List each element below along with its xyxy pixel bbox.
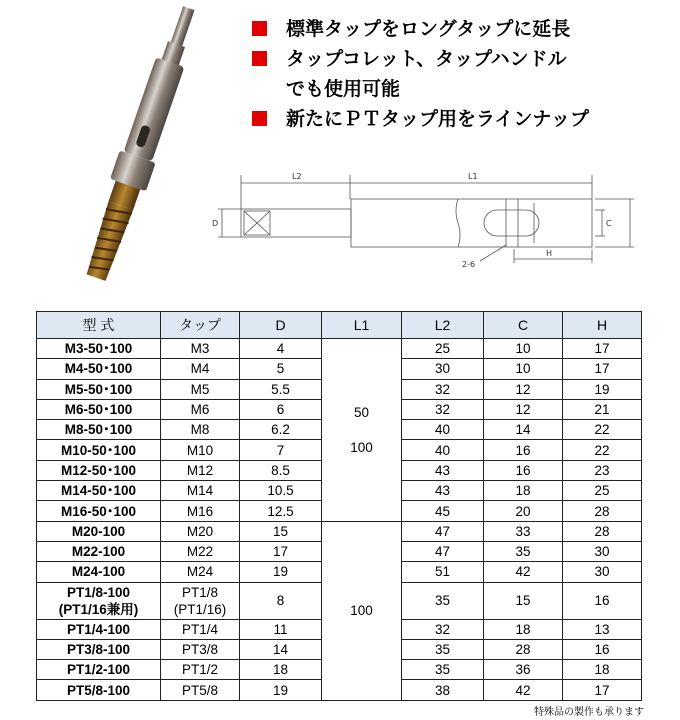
- cell-tap: [161, 582, 240, 619]
- cell-model: PT1/2-100: [37, 660, 161, 680]
- cell-h: 28: [563, 501, 642, 521]
- cell-c: 18: [484, 481, 563, 501]
- cell-model: M14-50･100: [37, 481, 161, 501]
- cell-c: 28: [484, 639, 563, 659]
- col-header-model: 型 式: [37, 312, 161, 339]
- cell-model: M4-50･100: [37, 359, 161, 379]
- cell-c: 16: [484, 440, 563, 460]
- cell-h: 30: [563, 541, 642, 561]
- cell-l2: 43: [402, 481, 484, 501]
- cell-h: 28: [563, 521, 642, 541]
- model-line: PT1/8-100: [66, 584, 131, 600]
- cell-l2: 32: [402, 379, 484, 399]
- dim-label-d: D: [212, 219, 219, 228]
- cell-d: 4: [240, 339, 322, 359]
- cell-tap: M20: [161, 521, 240, 541]
- cell-d: 8.5: [240, 460, 322, 480]
- cell-d: 10.5: [240, 481, 322, 501]
- cell-d: 11: [240, 619, 322, 639]
- cell-d: 5: [240, 359, 322, 379]
- col-header-h: H: [563, 312, 642, 339]
- cell-l2: 32: [402, 399, 484, 419]
- cell-tap: M10: [161, 440, 240, 460]
- cell-tap: PT1/2: [161, 660, 240, 680]
- dim-label-c: C: [606, 219, 612, 228]
- cell-d: 12.5: [240, 501, 322, 521]
- cell-d: 19: [240, 562, 322, 582]
- col-header-d: D: [240, 312, 322, 339]
- cell-c: 18: [484, 619, 563, 639]
- feature-item: [252, 14, 677, 44]
- cell-model: M10-50･100: [37, 440, 161, 460]
- cell-c: 42: [484, 680, 563, 700]
- cell-model: PT3/8-100: [37, 639, 161, 659]
- cell-l2: 40: [402, 420, 484, 440]
- cell-c: 12: [484, 399, 563, 419]
- cell-tap: M12: [161, 460, 240, 480]
- cell-l2: 51: [402, 562, 484, 582]
- dim-label-l1: L1: [468, 172, 478, 181]
- cell-model: PT1/4-100: [37, 619, 161, 639]
- cell-l2: 45: [402, 501, 484, 521]
- cell-model: M5-50･100: [37, 379, 161, 399]
- cell-h: 19: [563, 379, 642, 399]
- cell-d: 6: [240, 399, 322, 419]
- col-header-l1: L1: [322, 312, 402, 339]
- cell-c: 42: [484, 562, 563, 582]
- cell-tap: M4: [161, 359, 240, 379]
- cell-tap: M6: [161, 399, 240, 419]
- col-header-tap: タップ: [161, 312, 240, 339]
- cell-d: 17: [240, 541, 322, 561]
- cell-d: 19: [240, 680, 322, 700]
- table-row: [37, 521, 642, 541]
- cell-model: M6-50･100: [37, 399, 161, 419]
- cell-d: 6.2: [240, 420, 322, 440]
- cell-c: 14: [484, 420, 563, 440]
- table-row: [37, 339, 642, 359]
- cell-model: M16-50･100: [37, 501, 161, 521]
- cell-tap: M24: [161, 562, 240, 582]
- cell-h: 17: [563, 359, 642, 379]
- cell-tap: M3: [161, 339, 240, 359]
- cell-tap: M5: [161, 379, 240, 399]
- cell-tap: M8: [161, 420, 240, 440]
- feature-text: 新たにＰＴタップ用をラインナップ: [286, 108, 590, 130]
- cell-h: 18: [563, 660, 642, 680]
- spec-table: [36, 311, 642, 701]
- cell-tap: M22: [161, 541, 240, 561]
- cell-l2: 35: [402, 582, 484, 619]
- red-square-bullet-icon: [252, 111, 267, 126]
- cell-l1-group1: [322, 339, 402, 522]
- cell-c: 12: [484, 379, 563, 399]
- col-header-l2: L2: [402, 312, 484, 339]
- cell-tap: PT5/8: [161, 680, 240, 700]
- feature-text-continued: でも使用可能: [286, 78, 401, 100]
- l1-value: 100: [350, 439, 373, 455]
- cell-d: 18: [240, 660, 322, 680]
- cell-l2: 47: [402, 521, 484, 541]
- cell-d: 15: [240, 521, 322, 541]
- cell-model: M20-100: [37, 521, 161, 541]
- cell-l2: 43: [402, 460, 484, 480]
- cell-c: 10: [484, 339, 563, 359]
- cell-h: 22: [563, 440, 642, 460]
- red-square-bullet-icon: [252, 21, 267, 36]
- cell-c: 36: [484, 660, 563, 680]
- cell-tap: M14: [161, 481, 240, 501]
- cell-c: 15: [484, 582, 563, 619]
- cell-d: 14: [240, 639, 322, 659]
- cell-l2: 35: [402, 639, 484, 659]
- cell-model: M12-50･100: [37, 460, 161, 480]
- cell-l2: 47: [402, 541, 484, 561]
- cell-h: 30: [563, 562, 642, 582]
- feature-text: タップコレット、タップハンドル: [286, 48, 567, 70]
- cell-h: 25: [563, 481, 642, 501]
- dim-label-l2: L2: [292, 172, 302, 181]
- cell-c: 33: [484, 521, 563, 541]
- cell-h: 16: [563, 582, 642, 619]
- cell-tap: PT1/4: [161, 619, 240, 639]
- cell-c: 10: [484, 359, 563, 379]
- cell-h: 17: [563, 680, 642, 700]
- cell-c: 16: [484, 460, 563, 480]
- feature-item: [252, 44, 677, 104]
- cell-model: M8-50･100: [37, 420, 161, 440]
- custom-order-note: 特殊品の製作も承ります: [534, 707, 644, 718]
- cell-h: 13: [563, 619, 642, 639]
- cell-l2: 38: [402, 680, 484, 700]
- cell-l2: 25: [402, 339, 484, 359]
- model-line-sub: (PT1/16兼用): [58, 601, 139, 617]
- cell-l2: 40: [402, 440, 484, 460]
- cell-model: PT5/8-100: [37, 680, 161, 700]
- cell-model: [37, 582, 161, 619]
- cell-l1-group2: 100: [322, 521, 402, 700]
- red-square-bullet-icon: [252, 51, 267, 66]
- cell-l2: 35: [402, 660, 484, 680]
- cell-d: 5.5: [240, 379, 322, 399]
- cell-model: M3-50･100: [37, 339, 161, 359]
- cell-l2: 32: [402, 619, 484, 639]
- tap-line: PT1/8: [181, 584, 219, 600]
- cell-model: M22-100: [37, 541, 161, 561]
- cell-d: 7: [240, 440, 322, 460]
- cell-h: 16: [563, 639, 642, 659]
- cell-h: 22: [563, 420, 642, 440]
- tap-line-sub: (PT1/16): [173, 601, 227, 617]
- cell-d: 8: [240, 582, 322, 619]
- feature-text: 標準タップをロングタップに延長: [286, 18, 571, 40]
- feature-list: [252, 14, 677, 134]
- cell-c: 20: [484, 501, 563, 521]
- cell-h: 17: [563, 339, 642, 359]
- l1-value: 50: [353, 404, 370, 420]
- cell-h: 23: [563, 460, 642, 480]
- cell-tap: M16: [161, 501, 240, 521]
- col-header-c: C: [484, 312, 563, 339]
- dim-label-h: H: [546, 249, 553, 258]
- cell-c: 35: [484, 541, 563, 561]
- cell-tap: PT3/8: [161, 639, 240, 659]
- dim-label-chamfer: 2-6: [462, 260, 476, 269]
- dimension-diagram: [210, 163, 650, 273]
- cell-model: M24-100: [37, 562, 161, 582]
- table-header-row: [37, 312, 642, 339]
- feature-item: [252, 104, 677, 134]
- cell-h: 21: [563, 399, 642, 419]
- cell-l2: 30: [402, 359, 484, 379]
